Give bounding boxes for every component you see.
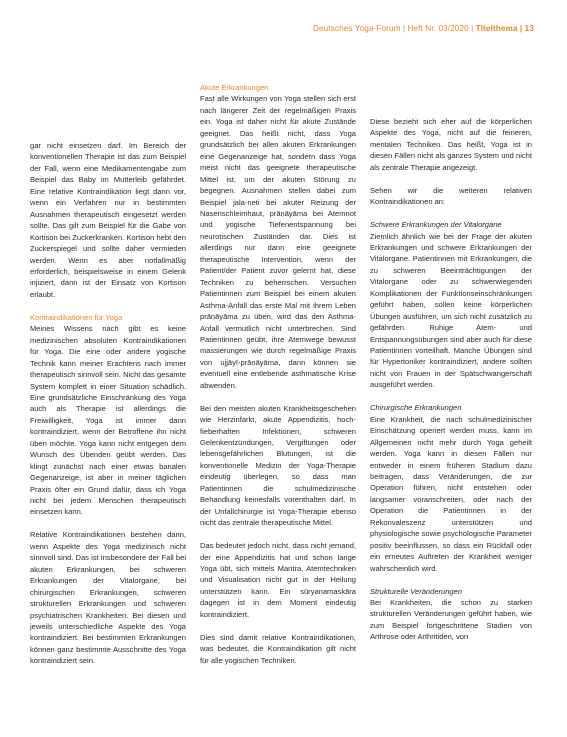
paragraph: Das bedeutet jedoch nicht, dass nicht jemand, der eine Appendizitis hat und schon lange Yoga übt, sich mittels Mantra, Atemtechniken und Visualisation nicht gut in der Heilung unterstützen kann. Ein sūryanamaskāra dagegen ist in dem Moment eindeutig kontraindiziert. <box>200 541 356 619</box>
journal-name: Deutsches Yoga-Forum | Heft Nr. 03/2020 | <box>312 24 474 33</box>
paragraph: Fast alle Wirkungen von Yoga stellen sich erst nach längerer Zeit der regelmäßigen Praxis ein. Yoga ist daher nicht für akute Zustände geeignet. Das heißt nicht, dass Yoga grundsätzlich bei allen akuten Erkrankungen eine Gegenanzeige hat, sondern dass Yoga meist nicht das geeignete therapeutische Mittel ist, um der akuten Störung zu begegnen. Ausnahmen stellen dabei zum Beispiel jala-neti bei akuter Reizung der Nasenschleimhaut, prāṇāyāma bei Atemnot und yogische Tiefenentspannung bei neurotischen Zuständen dar. Dies ist allerdings nur dann eine geeignete therapeutische Intervention, wenn der Patient/der Patient zuvor gelernt hat, diese Techniken zu beherrschen. Versuchen Patientinnen zum Beispiel bei einem akuten Asthma-Anfall das erste Mal mit ihrem Leben prāṇāyāma zu üben, wird das den Asthma-Anfall vermutlich nicht unterbrechen. Sind Patientinnen geübt, ihre Atemwege bewusst massierungen wie durch regelmäßige Praxis von ujjāyī-prāṇāyāma, dann können sie eventuell eine entlebende asthmatische Krise abwenden. <box>200 94 356 390</box>
running-header <box>313 24 534 33</box>
text-column-right <box>370 116 532 643</box>
subheading: Strukturelle Veränderungen <box>370 586 463 596</box>
paragraph: Relative Kontraindikationen bestehen dann, wenn Aspekte des Yoga medizinisch nicht sinnvoll sind. Das ist insbesondere der Fall bei akuten Erkrankungen, bei schweren Erkrankungen der Vitalorgane, bei chirurgischen Erkrankungen, schweren strukturellen Erkrankungen und schweren psychiatrischen Krankheiten. Bei diesen und jeweils unterschiedliche Aspekte des Yoga kontraindiziert. Bei bestimmten Erkrankungen können ganz bestimmte Ausschnitte des Yoga kontraindiziert sein. <box>30 530 186 666</box>
subheading: Chirurgische Erkrankungen <box>370 403 462 413</box>
paragraph: Diese bezieht sich eher auf die körperlichen Aspekte des Yoga, nicht auf die feineren, mentalen Techniken. Das heißt, Yoga ist in diesen Fällen nicht als ganzes System und nicht als zentrale Therapie angezeigt. <box>370 117 532 172</box>
paragraph: gar nicht einsetzen darf. Im Bereich der konventionellen Therapie ist das zum Beispiel der Fall, wenn eine Medikamentengabe zum Beispiel das Baby im Mutterleib gefährdet. Eine relative Kontraindikation liegt dann vor, wenn ein Verfahren nur in bestimmten Ausnahmen therapeutisch eingesetzt werden sollte. Das gilt zum Beispiel für die Gabe von Kortison bei Zuckerkranken. Kortison hebt den Zuckerspiegel und sollte daher vermieden werden. Wenn es aber notfallmäßig erforderlich, beispielsweise in einem Gelenk injiziert, dann ist der Einsatz von Kortison erlaubt. <box>30 141 186 299</box>
paragraph: Sehen wir die weiteren relativen Kontraindikationen an: <box>370 185 532 207</box>
paragraph: Eine Krankheit, die nach schulmedizinischer Einschätzung operiert werden muss, kann im Allgemeinen nicht mehr durch Yoga geheilt werden. Yoga kann in diesen Fällen nur entweder in einem früheren Stadium dazu beitragen, dass Veränderungen, die zur Operation führen, nicht entstehen oder langsamer voranschreiten, oder nach der Operation die Patientinnen in der Rekonvaleszenz unterstützen und physiologische sowie psychologische Parameter positiv beeinflussen, so dass ein Rückfall oder ein erneutes Auftreten der Krankheit weniger wahrscheinlich wird. <box>370 414 532 573</box>
section-heading: Kontraindikationen für Yoga <box>30 312 123 322</box>
paragraph: Ziemlich ähnlich wie bei der Frage der akuten Erkrankungen und schwere Erkrankungen der Vitalorgane. Patientinnen mit Erkrankungen, die zu schweren Beeinträchtigungen der Vitalorgane oder zu schwerwiegenden Komplikationen der Funktionseinschränkungen geführt haben, sollen keine körperlichen Übungen ausführen, um sich nicht zusätzlich zu gefährden. Ruhige Atem- und Entspannungsübungen sind aber auch für diese Patientinnen vorteilhaft. Manche Übungen sind für Hypertoniker kontraindiziert, andere sollten nicht von Frauen in der Spätschwangerschaft ausgeführt werden. <box>370 231 532 390</box>
section-name: Titelthema <box>475 24 518 33</box>
paragraph: Dies sind damit relative Kontraindikationen, was bedeutet, die Kontraindikation gilt nicht für alle yogischen Techniken. <box>200 632 356 665</box>
section-heading: Akute Erkrankungen <box>200 83 269 92</box>
paragraph: Bei den meisten akuten Krankheitsgeschehen wie Herzinfarkt, akute Appendizitis, hoch-fieberhaften Infektionen, schweren Gelenkentzündungen, Vergiftungen oder lebensgefährlichen Blutungen, ist die konventionelle Medizin der Yoga-Therapie eindeutig überlegen, so dass man Patientinnen die schulmedizinische Behandlung keinesfalls vorenthalten darf. In der Unfallchirurgie ist Yoga-Therapie ebenso nicht das zentrale therapeutische Mittel. <box>200 403 356 528</box>
page-number: | 13 <box>519 24 534 33</box>
paragraph: Meines Wissens nach gibt es keine medizinischen absoluten Kontraindikationen für Yoga. Die eine oder andere yogische Technik kann meiner Erachtens nach immer therapeutisch sinnvoll sein. Nicht das gesamte System komplett in einer Situation schädlich. Eine grundsätzliche Einschränkung des Yoga auch als Therapie ist allerdings die Freiwilligkeit, Yoga ist immer dann kontraindiziert, wenn der Betroffene ihn nicht üben möchte. Yoga kann nicht entgegen dem Wunsch des Übenden geübt werden. Das klingt zunächst nach einer etwas banalen Gegenanzeige, ist aber in meiner täglichen Praxis öfter ein Grund dafür, dass ich Yoga nicht bei jedem Menschen therapeutisch einsetzen kann. <box>30 324 186 517</box>
text-column-middle <box>200 82 356 666</box>
paragraph: Bei Krankheiten, die schon zu starken strukturellen Veränderungen geführt haben, wie zum Beispiel fortgeschrittene Stadien von Arthrose oder Arthritiden, von <box>370 597 532 642</box>
subheading: Schwere Erkrankungen der Vitalorgane <box>370 220 502 230</box>
text-column-left <box>30 140 186 667</box>
